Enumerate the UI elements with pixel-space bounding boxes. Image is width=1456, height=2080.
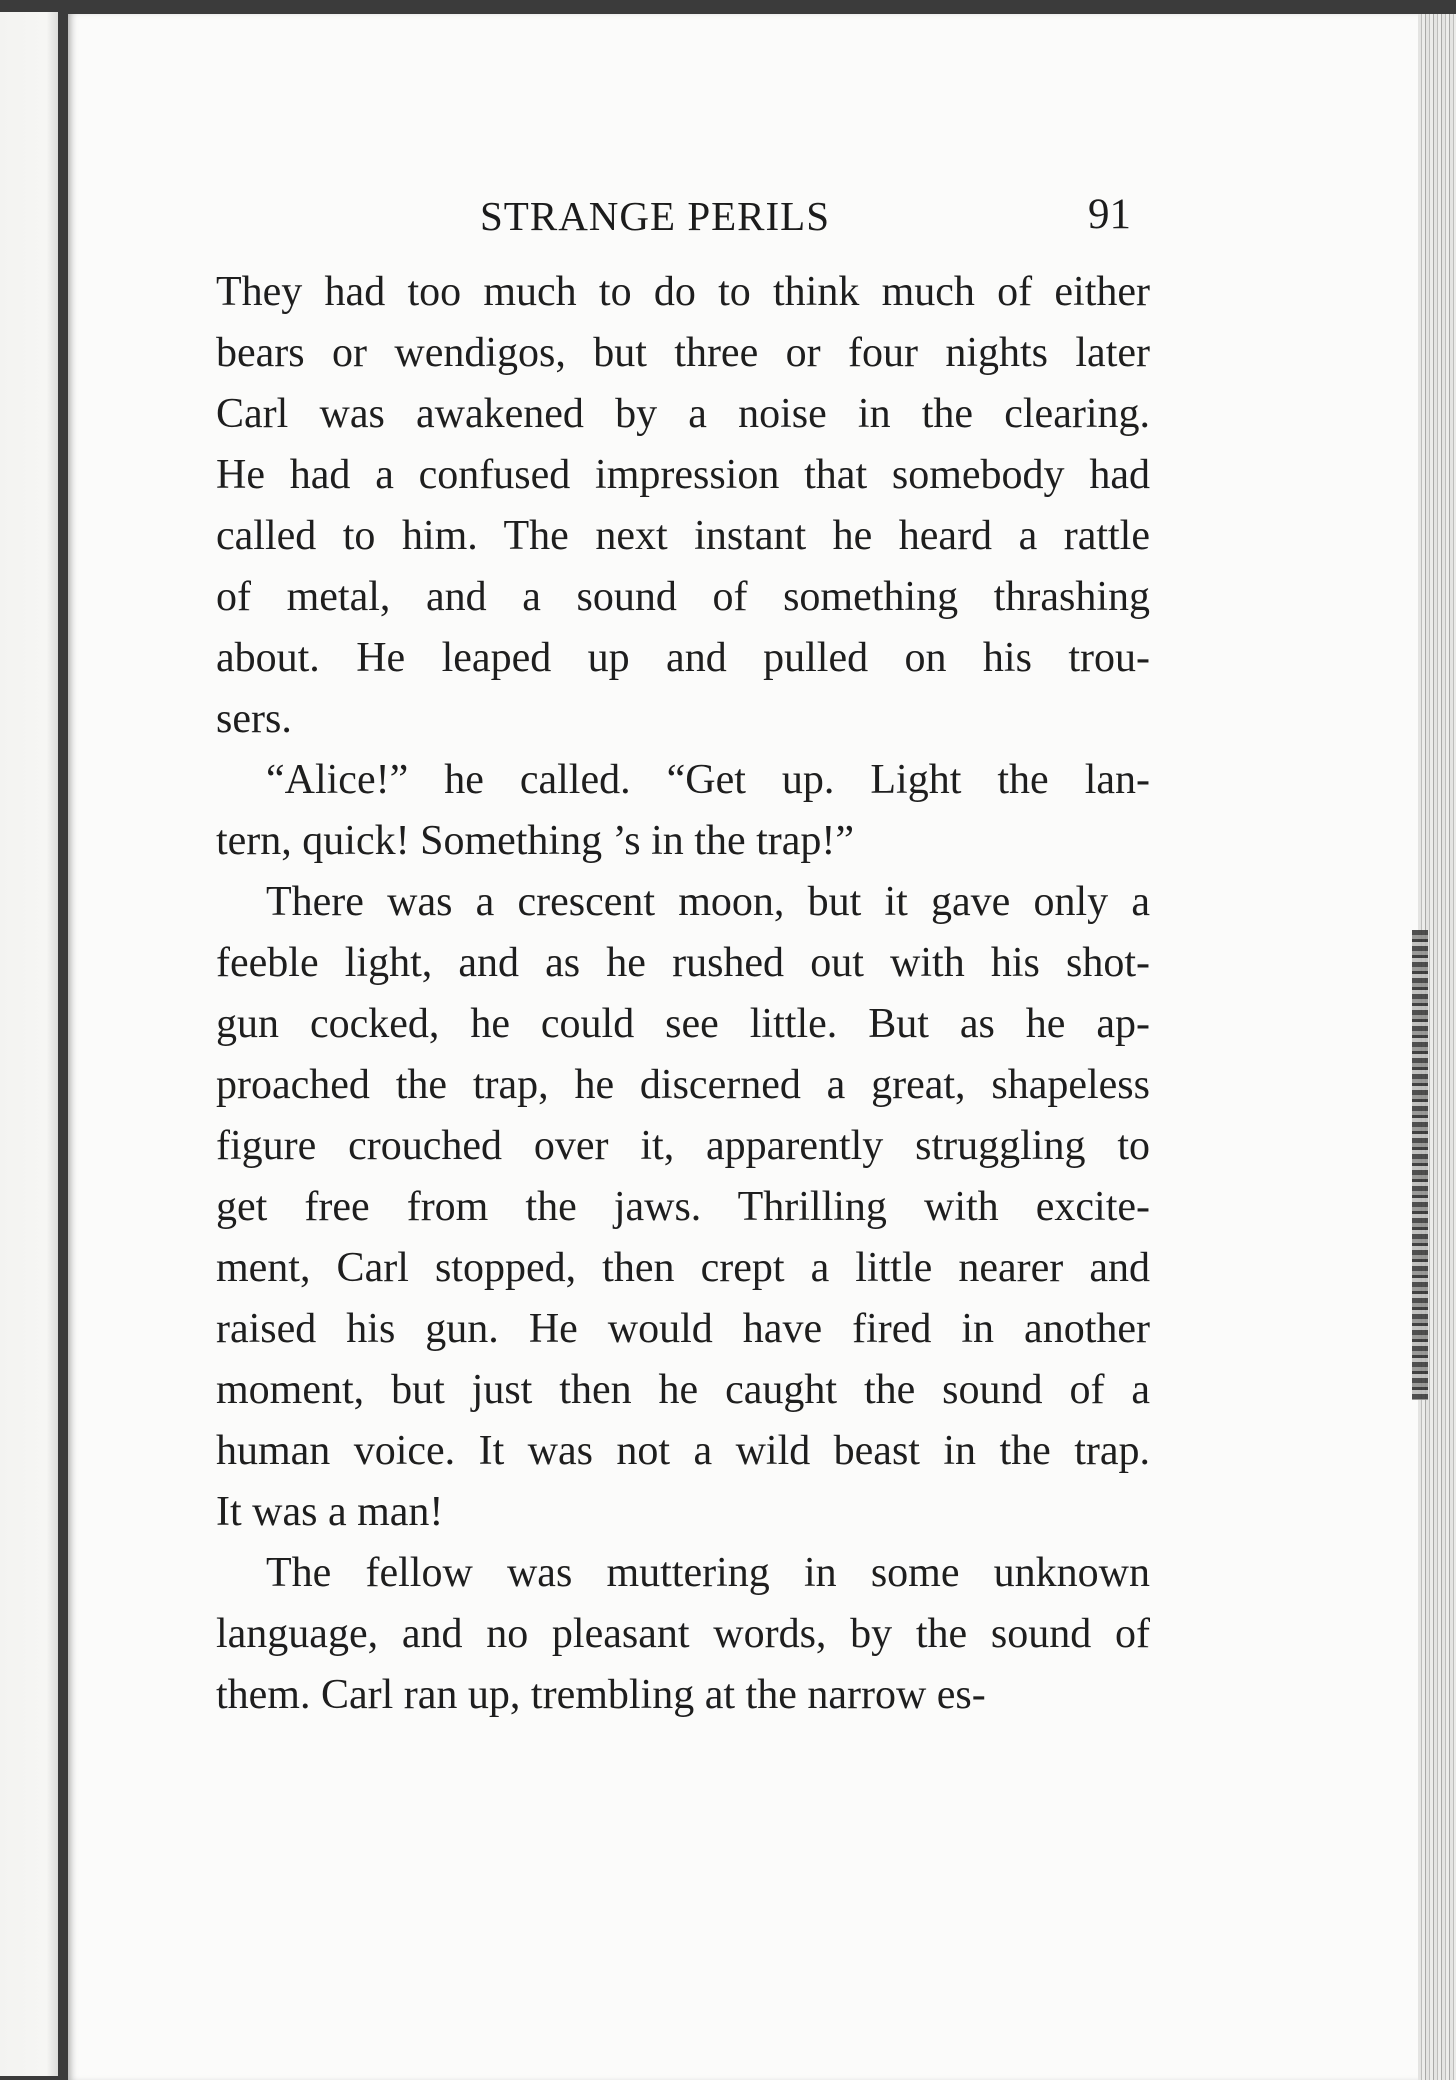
text-line: of metal, and a sound of something thrashing bbox=[216, 574, 1150, 620]
text-line: The fellow was muttering in some unknown bbox=[266, 1550, 1150, 1596]
text-line: human voice. It was not a wild beast in the trap. bbox=[216, 1428, 1150, 1474]
worn-page-edge bbox=[1412, 930, 1428, 1400]
text-line: It was a man! bbox=[216, 1489, 444, 1535]
running-head: STRANGE PERILS bbox=[480, 193, 831, 239]
text-line: bears or wendigos, but three or four nights later bbox=[216, 330, 1150, 376]
text-line: them. Carl ran up, trembling at the narrow es- bbox=[216, 1672, 986, 1718]
text-line: They had too much to do to think much of either bbox=[216, 269, 1150, 315]
text-line: ment, Carl stopped, then crept a little nearer and bbox=[216, 1245, 1150, 1291]
text-line: sers. bbox=[216, 696, 292, 742]
text-line: feeble light, and as he rushed out with his shot- bbox=[216, 940, 1150, 986]
text-line: “Alice!” he called. “Get up. Light the lan- bbox=[266, 757, 1150, 803]
text-line: moment, but just then he caught the sound of a bbox=[216, 1367, 1150, 1413]
text-line: get free from the jaws. Thrilling with excite- bbox=[216, 1184, 1150, 1230]
text-line: language, and no pleasant words, by the sound of bbox=[216, 1611, 1150, 1657]
text-line: about. He leaped up and pulled on his trou- bbox=[216, 635, 1150, 681]
page-number: 91 bbox=[1088, 191, 1131, 238]
text-line: proached the trap, he discerned a great, shapeless bbox=[216, 1062, 1150, 1108]
text-line: Carl was awakened by a noise in the clearing. bbox=[216, 391, 1150, 437]
paragraph bbox=[216, 750, 1150, 872]
text-line: raised his gun. He would have fired in another bbox=[216, 1306, 1150, 1352]
text-line: There was a crescent moon, but it gave only a bbox=[266, 879, 1150, 925]
text-line: called to him. The next instant he heard a rattle bbox=[216, 513, 1150, 559]
text-line: tern, quick! Something ’s in the trap!” bbox=[216, 818, 855, 864]
previous-page-edge bbox=[0, 12, 58, 2076]
text-line: He had a confused impression that somebody had bbox=[216, 452, 1150, 498]
paragraph bbox=[216, 1543, 1150, 1726]
paragraph bbox=[216, 262, 1150, 750]
text-line: figure crouched over it, apparently struggling to bbox=[216, 1123, 1150, 1169]
body-text bbox=[216, 262, 1150, 1726]
paragraph bbox=[216, 872, 1150, 1543]
text-line: gun cocked, he could see little. But as he ap- bbox=[216, 1001, 1150, 1047]
